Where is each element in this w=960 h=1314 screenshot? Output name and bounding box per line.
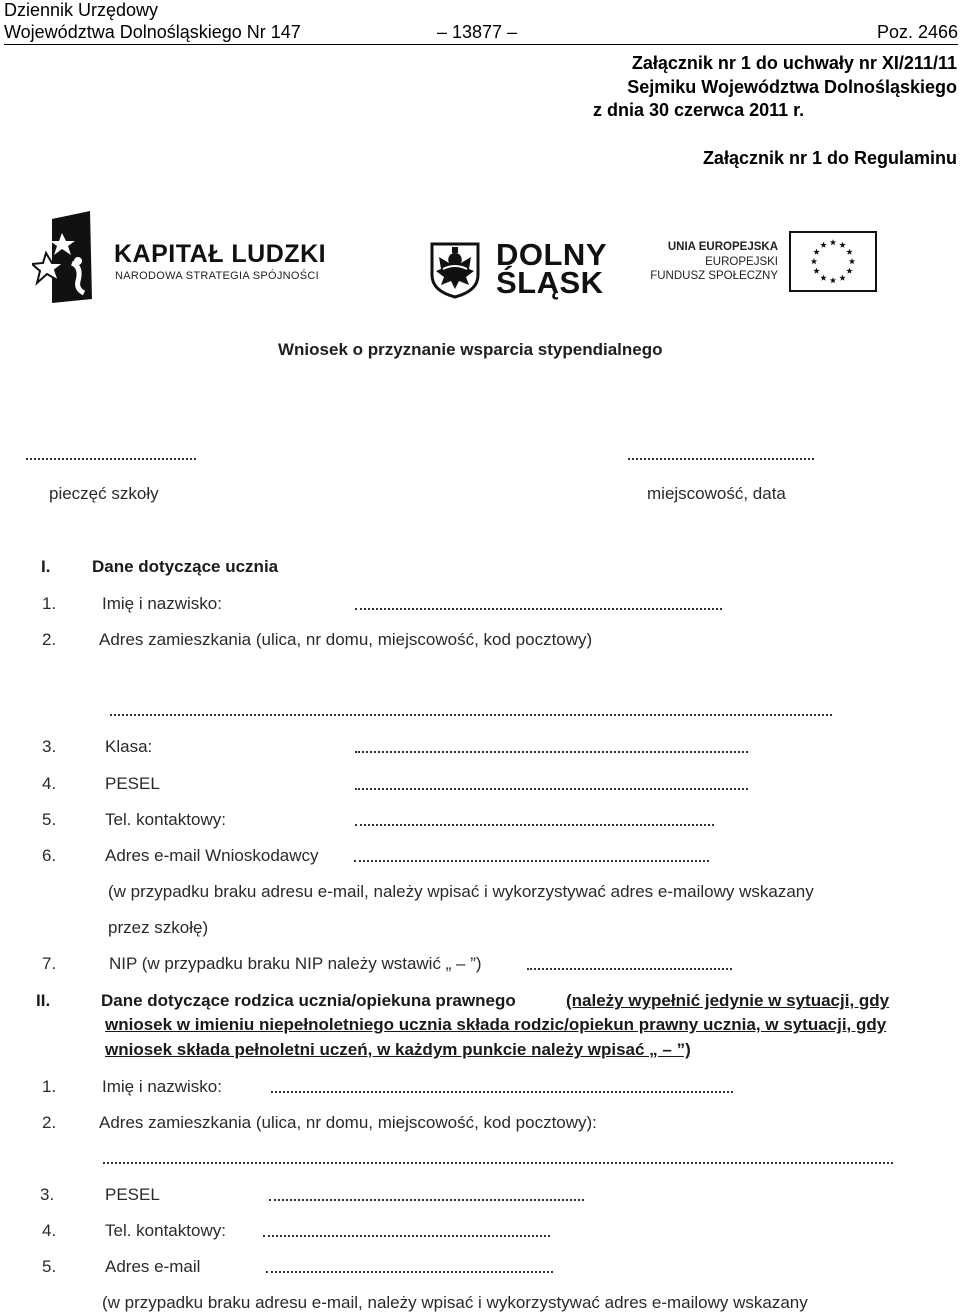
item-number: 4. (42, 1221, 57, 1240)
item-number: 7. (42, 954, 57, 973)
kapital-ludzki-tagline: NARODOWA STRATEGIA SPÓJNOŚCI (115, 270, 319, 282)
section-2-note: (należy wypełnić jedynie w sytuacji, gdy (566, 991, 890, 1010)
nip-field[interactable] (527, 968, 732, 970)
student-pesel-label: PESEL (105, 774, 160, 793)
parent-name-label: Imię i nazwisko: (102, 1077, 222, 1096)
section-2-note-line-2: wniosek w imieniu niepełnoletniego ucznia składa rodzic/opiekun prawny ucznia, w sytuacji, gdy (105, 1015, 887, 1034)
parent-phone-label: Tel. kontaktowy: (105, 1221, 226, 1240)
parent-phone-field[interactable] (263, 1235, 550, 1237)
student-phone-label: Tel. kontaktowy: (105, 810, 226, 829)
class-label: Klasa: (105, 737, 153, 756)
section-1-title: Dane dotyczące ucznia (92, 557, 279, 576)
position-number: Poz. 2466 (876, 22, 958, 42)
school-stamp-field[interactable] (26, 458, 196, 460)
item-number: 2. (42, 1113, 57, 1132)
student-address-field[interactable] (110, 714, 832, 716)
section-2-note-line-3: wniosek składa pełnoletni uczeń, w każdym punkcie należy wpisać „ – ”) (105, 1040, 691, 1059)
dolny-slask-line-2: ŚLĄSK (496, 265, 604, 300)
student-address-label: Adres zamieszkania (ulica, nr domu, miejscowość, kod pocztowy) (99, 630, 593, 649)
parent-address-label: Adres zamieszkania (ulica, nr domu, miejscowość, kod pocztowy): (99, 1113, 597, 1132)
parent-name-field[interactable] (271, 1091, 733, 1093)
item-number: 4. (42, 774, 57, 793)
attachment-line-1: Załącznik nr 1 do uchwały nr XI/211/11 (631, 53, 957, 73)
page-number: – 13877 – (437, 22, 518, 42)
school-stamp-label: pieczęć szkoły (49, 484, 159, 503)
parent-email-field[interactable] (266, 1271, 553, 1273)
section-1-number: I. (41, 557, 51, 576)
place-date-field[interactable] (628, 458, 814, 460)
item-number: 3. (40, 1185, 55, 1204)
parent-pesel-field[interactable] (269, 1199, 584, 1201)
student-name-label: Imię i nazwisko: (102, 594, 222, 613)
item-number: 1. (42, 1077, 57, 1096)
place-date-label: miejscowość, data (647, 484, 786, 503)
eu-line-2: EUROPEJSKI (705, 256, 778, 268)
item-number: 3. (42, 737, 57, 756)
kapital-ludzki-name: KAPITAŁ LUDZKI (114, 240, 327, 268)
nip-label: NIP (w przypadku braku NIP należy wstawić „ – ”) (109, 954, 482, 973)
dolny-slask-line-1: DOLNY (496, 237, 607, 272)
parent-email-note: (w przypadku braku adresu e-mail, należy wpisać i wykorzystywać adres e-mailowy wskazany (102, 1293, 808, 1312)
header-rule (4, 44, 958, 45)
student-phone-field[interactable] (355, 824, 714, 826)
item-number: 6. (42, 846, 57, 865)
parent-email-label: Adres e-mail (105, 1257, 201, 1276)
student-name-field[interactable] (355, 608, 722, 610)
form-title: Wniosek o przyznanie wsparcia stypendialnego (278, 340, 663, 359)
section-2-title: Dane dotyczące rodzica ucznia/opiekuna prawnego (101, 991, 516, 1010)
student-pesel-field[interactable] (355, 788, 748, 790)
parent-pesel-label: PESEL (105, 1185, 160, 1204)
eu-line-1: UNIA EUROPEJSKA (667, 241, 778, 253)
parent-address-field[interactable] (103, 1162, 893, 1164)
journal-title: Dziennik Urzędowy (4, 0, 159, 20)
email-note: (w przypadku braku adresu e-mail, należy wpisać i wykorzystywać adres e-mailowy wskazany (108, 882, 814, 901)
student-email-field[interactable] (354, 860, 709, 862)
attachment-line-3: z dnia 30 czerwca 2011 r. (593, 100, 805, 120)
regulation-attachment: Załącznik nr 1 do Regulaminu (702, 148, 957, 168)
item-number: 5. (42, 810, 57, 829)
eu-flag-icon (789, 231, 877, 292)
email-note-continued: przez szkołę) (108, 918, 209, 937)
item-number: 1. (42, 594, 57, 613)
item-number: 5. (42, 1257, 57, 1276)
section-2-number: II. (36, 991, 51, 1010)
eu-line-3: FUNDUSZ SPOŁECZNY (650, 270, 778, 282)
kapital-ludzki-emblem-icon (32, 211, 94, 303)
student-email-label: Adres e-mail Wnioskodawcy (105, 846, 319, 865)
attachment-line-2: Sejmiku Województwa Dolnośląskiego (627, 77, 957, 97)
class-field[interactable] (355, 751, 748, 753)
journal-subtitle: Województwa Dolnośląskiego Nr 147 (4, 22, 301, 42)
item-number: 2. (42, 630, 57, 649)
eagle-coat-of-arms-icon (429, 241, 481, 299)
